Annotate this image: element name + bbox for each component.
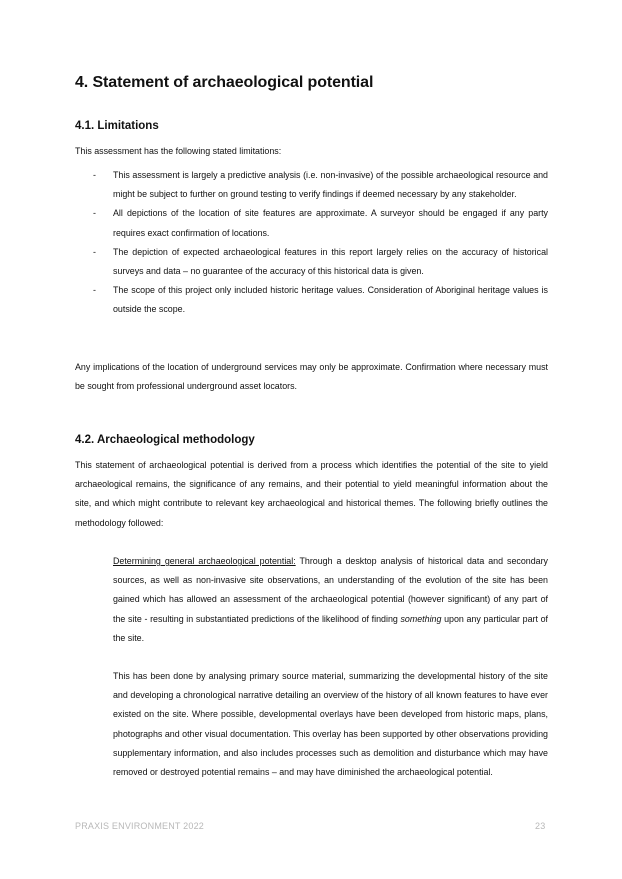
underground-services-note: Any implications of the location of underground services may only be approximate. Confirmation where necessary must be sought from professional underground asset locators.	[75, 362, 548, 392]
general-potential-label: Determining general archaeological potential:	[113, 556, 296, 566]
list-item-text: The depiction of expected archaeological features in this report largely relies on the accuracy of historical surveys and data – no guarantee of the accuracy of this historical data is given.	[113, 246, 548, 277]
list-item	[75, 166, 548, 204]
limitations-intro: This assessment has the following stated limitations:	[75, 146, 282, 156]
bullet-dash: -	[93, 208, 96, 219]
page-title: 4. Statement of archaeological potential	[75, 74, 374, 91]
analysis-paragraph: This has been done by analysing primary source material, summarizing the developmental history of the site and developing a chronological narrative detailing an overview of the history of all known features to have ever existed on the site. Where possible, developmental overlays have been developed from historic maps, plans, photographs and other visual documentation. This overlay has been supported by other observations providing supplementary information, and also includes processes such as demolition and disturbance which may have removed or destroyed potential remains – and may have diminished the archaeological potential.	[113, 671, 548, 778]
methodology-intro: This statement of archaeological potential is derived from a process which identifies the potential of the site to yield archaeological remains, the significance of any remains, and their potential to yield meaningful information about the site, and which might contribute to relevant key archaeological and historical themes. The following briefly outlines the methodology followed:	[75, 460, 548, 528]
emphasis-something: something	[400, 613, 442, 624]
bullet-dash: -	[93, 170, 96, 180]
general-potential-text-end: upon any particular part of the site.	[113, 613, 548, 643]
section-heading-limitations: 4.1. Limitations	[75, 120, 159, 132]
list-item-text: The scope of this project only included historic heritage values. Consideration of Aboriginal heritage values is outside the scope.	[113, 285, 548, 315]
list-item	[75, 281, 548, 319]
footer-page-number: 23	[535, 821, 546, 831]
list-item	[75, 243, 548, 281]
footer-company: PRAXIS ENVIRONMENT 2022	[75, 821, 204, 831]
general-potential-paragraph	[113, 552, 548, 648]
bullet-dash: -	[93, 246, 96, 257]
limitations-list	[75, 166, 548, 320]
list-item	[75, 204, 548, 242]
list-item-text: This assessment is largely a predictive analysis (i.e. non-invasive) of the possible archaeological resource and might be subject to further on ground testing to verify findings if deemed necessary by any stakeholder.	[113, 170, 548, 200]
section-heading-methodology: 4.2. Archaeological methodology	[75, 434, 255, 446]
general-potential-text: Through a desktop analysis of historical data and secondary sources, as well as non-invasive site observations, an understanding of the evolution of the site has been gained which has allowed an assessment of the archaeological potential (however significant) of any part of the site - resulting in substantiated predictions of the likelihood of finding	[113, 556, 548, 624]
list-item-text: All depictions of the location of site features are approximate. A surveyor should be engaged if any party requires exact confirmation of locations.	[113, 208, 548, 238]
bullet-dash: -	[93, 285, 96, 296]
